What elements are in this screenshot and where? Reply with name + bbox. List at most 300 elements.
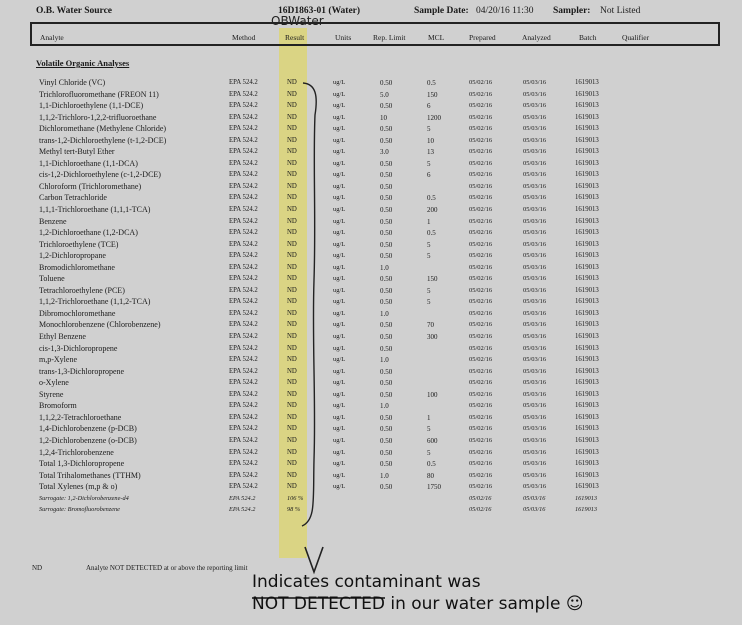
cell-batch: 1619013 — [575, 125, 599, 133]
cell-prep: 05/02/16 — [469, 240, 493, 248]
cell-rep: 0.50 — [380, 436, 393, 445]
cell-method: EPA 524.2 — [229, 113, 258, 121]
cell-method: EPA 524.2 — [229, 79, 258, 86]
cell-units: ug/L — [333, 148, 346, 156]
col-analyzed: Analyzed — [522, 33, 551, 42]
cell-batch: 1619013 — [575, 483, 599, 491]
cell-result: ND — [287, 448, 297, 456]
cell-method: EPA 524.2 — [229, 182, 258, 190]
cell-analyte: Bromodichloromethane — [39, 262, 115, 272]
cell-batch: 1619013 — [575, 309, 599, 317]
table-row — [0, 285, 742, 297]
cell-batch: 1619013 — [575, 402, 599, 410]
cell-units: ug/L — [333, 379, 346, 387]
table-row — [0, 216, 742, 228]
cell-method: EPA 524.2 — [229, 206, 258, 214]
cell-prep: 05/02/16 — [469, 367, 493, 375]
cell-analyte: Bromoform — [39, 401, 77, 411]
cell-batch: 1619013 — [575, 275, 599, 283]
cell-rep: 0.50 — [380, 275, 393, 284]
col-result: Result — [285, 33, 305, 42]
table-row — [0, 158, 742, 170]
sample-date-label: Sample Date: — [414, 6, 469, 16]
table-row — [0, 262, 742, 274]
sampler-label: Sampler: — [553, 6, 591, 16]
cell-mcl: 5 — [427, 159, 431, 168]
cell-batch: 1619013 — [575, 356, 599, 364]
cell-prep: 05/02/16 — [469, 506, 492, 514]
sample-date: 04/20/16 11:30 — [476, 6, 534, 16]
cell-method: EPA 524.2 — [229, 333, 258, 341]
cell-units: ug/L — [333, 460, 346, 468]
cell-prep: 05/02/16 — [469, 321, 493, 329]
cell-mcl: 0.5 — [427, 229, 436, 238]
cell-anal: 05/03/16 — [523, 286, 547, 294]
cell-method: EPA 524.2 — [229, 217, 258, 225]
cell-units: ug/L — [333, 344, 346, 352]
cell-analyte: Total Xylenes (m,p & o) — [39, 482, 118, 492]
cell-units: ug/L — [333, 102, 346, 110]
table-row — [0, 112, 742, 124]
cell-anal: 05/03/16 — [523, 309, 547, 317]
cell-anal: 05/03/16 — [523, 344, 547, 352]
cell-prep: 05/02/16 — [469, 229, 493, 237]
cell-method: EPA 524.2 — [229, 229, 258, 237]
cell-analyte: trans-1,2-Dichloroethylene (t-1,2-DCE) — [39, 135, 167, 145]
cell-units: ug/L — [333, 79, 346, 86]
col-method: Method — [232, 33, 256, 42]
cell-method: EPA 524.2 — [229, 148, 258, 156]
cell-result: ND — [287, 309, 297, 317]
cell-batch: 1619013 — [575, 252, 599, 260]
cell-mcl: 13 — [427, 148, 434, 157]
cell-rep: 0.50 — [380, 194, 393, 203]
cell-units: ug/L — [333, 436, 346, 444]
cell-analyte: 1,2-Dichlorobenzene (o-DCB) — [39, 435, 137, 445]
cell-method: EPA 524.2 — [229, 367, 258, 375]
cell-batch: 1619013 — [575, 413, 599, 421]
cell-anal: 05/03/16 — [523, 436, 547, 444]
cell-result: ND — [287, 321, 297, 329]
cell-result: ND — [287, 390, 297, 398]
cell-anal: 05/03/16 — [523, 471, 547, 479]
table-row — [0, 296, 742, 308]
cell-result: 98 % — [287, 506, 301, 514]
cell-anal: 05/03/16 — [523, 102, 547, 110]
cell-analyte: 1,2-Dichloroethane (1,2-DCA) — [39, 228, 138, 238]
cell-result: ND — [287, 79, 297, 86]
cell-rep: 0.50 — [380, 171, 393, 180]
cell-anal: 05/03/16 — [523, 252, 547, 260]
cell-units: ug/L — [333, 182, 346, 190]
cell-result: 106 % — [287, 494, 304, 502]
cell-batch: 1619013 — [575, 425, 599, 433]
cell-batch: 1619013 — [575, 333, 599, 341]
cell-units: ug/L — [333, 263, 346, 271]
cell-batch: 1619013 — [575, 321, 599, 329]
cell-batch: 1619013 — [575, 460, 599, 468]
cell-units: ug/L — [333, 217, 346, 225]
cell-prep: 05/02/16 — [469, 402, 493, 410]
cell-batch: 1619013 — [575, 194, 599, 202]
cell-mcl: 0.5 — [427, 194, 436, 203]
cell-prep: 05/02/16 — [469, 90, 493, 98]
cell-units: ug/L — [333, 171, 346, 179]
cell-prep: 05/02/16 — [469, 217, 493, 225]
cell-rep: 1.0 — [380, 471, 389, 480]
cell-mcl: 300 — [427, 333, 438, 342]
cell-analyte: Chloroform (Trichloromethane) — [39, 181, 142, 191]
cell-result: ND — [287, 483, 297, 491]
cell-batch: 1619013 — [575, 159, 599, 167]
cell-prep: 05/02/16 — [469, 148, 493, 156]
cell-units: ug/L — [333, 113, 346, 121]
cell-batch: 1619013 — [575, 379, 599, 387]
cell-analyte: 1,1,2,2-Tetrachloroethane — [39, 412, 122, 422]
cell-method: EPA 524.2 — [229, 286, 258, 294]
cell-prep: 05/02/16 — [469, 379, 493, 387]
note-rest: in our water sample — [390, 594, 561, 614]
cell-rep: 0.50 — [380, 367, 393, 376]
cell-mcl: 5 — [427, 448, 431, 457]
cell-batch: 1619013 — [575, 90, 599, 98]
cell-analyte: cis-1,3-Dichloropropene — [39, 343, 118, 353]
cell-prep: 05/02/16 — [469, 275, 493, 283]
col-mcl: MCL — [428, 33, 445, 42]
table-row — [0, 239, 742, 251]
cell-method: EPA 524.2 — [229, 413, 258, 421]
cell-prep: 05/02/16 — [469, 263, 493, 271]
cell-batch: 1619013 — [575, 494, 598, 502]
cell-analyte: Dichloromethane (Methylene Chloride) — [39, 124, 167, 134]
cell-units: ug/L — [333, 367, 346, 375]
cell-method: EPA 524.2 — [229, 136, 258, 144]
table-row — [0, 181, 742, 193]
cell-analyte: Total 1,3-Dichloropropene — [39, 459, 125, 469]
cell-rep: 0.50 — [380, 413, 393, 422]
cell-anal: 05/03/16 — [523, 425, 547, 433]
cell-anal: 05/03/16 — [523, 125, 547, 133]
table-row — [0, 435, 742, 447]
cell-mcl: 6 — [427, 102, 431, 111]
cell-result: ND — [287, 240, 297, 248]
cell-mcl: 80 — [427, 471, 434, 480]
cell-prep: 05/02/16 — [469, 136, 493, 144]
cell-rep: 0.50 — [380, 448, 393, 457]
cell-batch: 1619013 — [575, 240, 599, 248]
cell-mcl: 0.5 — [427, 460, 436, 469]
table-row — [0, 423, 742, 435]
cell-batch: 1619013 — [575, 286, 599, 294]
cell-result: ND — [287, 113, 297, 121]
cell-analyte: Surrogate: Bromofluorobenzene — [39, 506, 120, 514]
table-row — [0, 227, 742, 239]
cell-analyte: Tetrachloroethylene (PCE) — [39, 285, 125, 295]
cell-rep: 0.50 — [380, 483, 393, 492]
cell-analyte: 1,1,2-Trichloro-1,2,2-trifluoroethane — [39, 112, 157, 122]
cell-anal: 05/03/16 — [523, 275, 547, 283]
cell-mcl: 10 — [427, 136, 434, 145]
cell-batch: 1619013 — [575, 182, 599, 190]
cell-method: EPA 524.2 — [229, 483, 258, 491]
table-row — [0, 481, 742, 493]
cell-rep: 0.50 — [380, 286, 393, 295]
cell-prep: 05/02/16 — [469, 471, 493, 479]
cell-method: EPA 524.2 — [229, 159, 258, 167]
cell-batch: 1619013 — [575, 102, 599, 110]
cell-analyte: Trichlorofluoromethane (FREON 11) — [39, 89, 159, 99]
cell-batch: 1619013 — [575, 506, 598, 514]
cell-result: ND — [287, 367, 297, 375]
cell-units: ug/L — [333, 413, 346, 421]
table-row — [0, 389, 742, 401]
cell-analyte: Total Trihalomethanes (TTHM) — [39, 470, 141, 480]
cell-mcl: 1 — [427, 413, 431, 422]
cell-method: EPA 524.2 — [229, 356, 258, 364]
cell-result: ND — [287, 379, 297, 387]
cell-batch: 1619013 — [575, 79, 599, 86]
cell-result: ND — [287, 413, 297, 421]
cell-result: ND — [287, 356, 297, 364]
cell-method: EPA 524.2 — [229, 263, 258, 271]
surrogate-row — [0, 493, 742, 505]
cell-method: EPA 524.2 — [229, 102, 258, 110]
cell-units: ug/L — [333, 356, 346, 364]
cell-prep: 05/02/16 — [469, 113, 493, 121]
cell-method: EPA 524.2 — [229, 425, 258, 433]
cell-prep: 05/02/16 — [469, 171, 493, 179]
cell-result: ND — [287, 182, 297, 190]
cell-anal: 05/03/16 — [523, 90, 547, 98]
table-row — [0, 135, 742, 147]
footnote-code: ND — [32, 564, 43, 572]
cell-mcl: 1 — [427, 217, 431, 226]
cell-method: EPA 524.2 — [229, 344, 258, 352]
cell-units: ug/L — [333, 483, 346, 491]
cell-prep: 05/02/16 — [469, 159, 493, 167]
cell-anal: 05/03/16 — [523, 148, 547, 156]
cell-anal: 05/03/16 — [523, 79, 547, 86]
cell-rep: 0.50 — [380, 206, 393, 215]
cell-batch: 1619013 — [575, 206, 599, 214]
cell-result: ND — [287, 171, 297, 179]
cell-analyte: Toluene — [39, 274, 65, 284]
smiley-icon: ☺ — [565, 594, 584, 614]
results-table — [0, 77, 742, 516]
cell-mcl: 150 — [427, 275, 438, 284]
cell-method: EPA 524.2 — [229, 436, 258, 444]
cell-mcl: 70 — [427, 321, 434, 330]
handwritten-note-line2 — [252, 594, 584, 614]
table-row — [0, 354, 742, 366]
cell-rep: 0.50 — [380, 333, 393, 342]
cell-method: EPA 524.2 — [229, 448, 258, 456]
cell-analyte: Monochlorobenzene (Chlorobenzene) — [39, 320, 161, 330]
cell-prep: 05/02/16 — [469, 494, 492, 502]
cell-method: EPA 524.2 — [229, 194, 258, 202]
cell-analyte: o-Xylene — [39, 378, 69, 388]
cell-analyte: 1,1,2-Trichloroethane (1,1,2-TCA) — [39, 297, 151, 307]
cell-rep: 1.0 — [380, 356, 389, 365]
table-row — [0, 273, 742, 285]
table-row — [0, 447, 742, 459]
cell-rep: 0.50 — [380, 229, 393, 238]
cell-anal: 05/03/16 — [523, 402, 547, 410]
cell-mcl: 200 — [427, 206, 438, 215]
cell-mcl: 5 — [427, 298, 431, 307]
table-row — [0, 169, 742, 181]
cell-rep: 1.0 — [380, 309, 389, 318]
cell-batch: 1619013 — [575, 263, 599, 271]
cell-batch: 1619013 — [575, 217, 599, 225]
cell-units: ug/L — [333, 321, 346, 329]
col-prepared: Prepared — [469, 33, 496, 42]
cell-mcl: 600 — [427, 436, 438, 445]
cell-units: ug/L — [333, 448, 346, 456]
cell-anal: 05/03/16 — [523, 333, 547, 341]
cell-method: EPA 524.2 — [229, 275, 258, 283]
cell-analyte: 1,2,4-Trichlorobenzene — [39, 447, 114, 457]
footnote-text: Analyte NOT DETECTED at or above the reporting limit — [86, 564, 248, 572]
cell-result: ND — [287, 275, 297, 283]
cell-batch: 1619013 — [575, 171, 599, 179]
cell-batch: 1619013 — [575, 448, 599, 456]
cell-prep: 05/02/16 — [469, 182, 493, 190]
cell-mcl: 1200 — [427, 113, 441, 122]
cell-prep: 05/02/16 — [469, 460, 493, 468]
cell-units: ug/L — [333, 425, 346, 433]
table-row — [0, 204, 742, 216]
table-row — [0, 308, 742, 320]
cell-method: EPA 524.2 — [229, 321, 258, 329]
down-arrow-icon — [305, 547, 323, 572]
cell-rep: 0.50 — [380, 252, 393, 261]
cell-method: EPA 524.2 — [229, 240, 258, 248]
cell-analyte: m,p-Xylene — [39, 355, 77, 365]
cell-anal: 05/03/16 — [523, 494, 546, 502]
cell-method: EPA 524.2 — [229, 379, 258, 387]
cell-anal: 05/03/16 — [523, 263, 547, 271]
cell-batch: 1619013 — [575, 367, 599, 375]
cell-prep: 05/02/16 — [469, 483, 493, 491]
col-analyte: Analyte — [40, 33, 64, 42]
cell-analyte: 1,1-Dichloroethylene (1,1-DCE) — [39, 101, 144, 111]
cell-anal: 05/03/16 — [523, 460, 547, 468]
cell-anal: 05/03/16 — [523, 483, 547, 491]
cell-result: ND — [287, 217, 297, 225]
cell-mcl: 0.5 — [427, 79, 436, 87]
cell-result: ND — [287, 436, 297, 444]
cell-prep: 05/02/16 — [469, 356, 493, 364]
cell-result: ND — [287, 402, 297, 410]
cell-anal: 05/03/16 — [523, 194, 547, 202]
cell-result: ND — [287, 471, 297, 479]
cell-prep: 05/02/16 — [469, 436, 493, 444]
cell-anal: 05/03/16 — [523, 321, 547, 329]
handwritten-note-line1: Indicates contaminant was — [252, 572, 481, 592]
cell-method: EPA 524.2 — [229, 390, 258, 398]
cell-anal: 05/03/16 — [523, 206, 547, 214]
table-row — [0, 123, 742, 135]
col-qualifier: Qualifier — [622, 33, 650, 42]
cell-method: EPA 524.2 — [229, 471, 258, 479]
cell-anal: 05/03/16 — [523, 113, 547, 121]
cell-analyte: 1,4-Dichlorobenzene (p-DCB) — [39, 424, 137, 434]
cell-result: ND — [287, 159, 297, 167]
cell-units: ug/L — [333, 252, 346, 260]
cell-units: ug/L — [333, 390, 346, 398]
cell-mcl: 5 — [427, 252, 431, 261]
cell-anal: 05/03/16 — [523, 390, 547, 398]
cell-rep: 0.50 — [380, 240, 393, 249]
cell-method: EPA 524.2 — [229, 506, 256, 514]
table-row — [0, 343, 742, 355]
table-row — [0, 377, 742, 389]
cell-analyte: Vinyl Chloride (VC) — [39, 78, 106, 87]
cell-anal: 05/03/16 — [523, 136, 547, 144]
cell-result: ND — [287, 194, 297, 202]
table-row — [0, 100, 742, 112]
cell-result: ND — [287, 102, 297, 110]
table-row — [0, 400, 742, 412]
cell-prep: 05/02/16 — [469, 298, 493, 306]
cell-analyte: Benzene — [39, 216, 67, 226]
cell-analyte: 1,1,1-Trichloroethane (1,1,1-TCA) — [39, 205, 151, 215]
cell-units: ug/L — [333, 333, 346, 341]
cell-result: ND — [287, 148, 297, 156]
cell-rep: 0.50 — [380, 390, 393, 399]
cell-batch: 1619013 — [575, 113, 599, 121]
cell-prep: 05/02/16 — [469, 252, 493, 260]
cell-prep: 05/02/16 — [469, 448, 493, 456]
cell-units: ug/L — [333, 194, 346, 202]
cell-rep: 0.50 — [380, 159, 393, 168]
table-row — [0, 412, 742, 424]
table-row — [0, 470, 742, 482]
cell-rep: 5.0 — [380, 90, 389, 99]
cell-rep: 0.50 — [380, 460, 393, 469]
cell-mcl: 150 — [427, 90, 438, 99]
cell-result: ND — [287, 298, 297, 306]
table-row — [0, 250, 742, 262]
cell-units: ug/L — [333, 402, 346, 410]
column-header-bar — [30, 22, 720, 46]
table-row — [0, 319, 742, 331]
cell-method: EPA 524.2 — [229, 460, 258, 468]
cell-rep: 0.50 — [380, 321, 393, 330]
cell-prep: 05/02/16 — [469, 206, 493, 214]
cell-batch: 1619013 — [575, 298, 599, 306]
cell-analyte: cis-1,2-Dichloroethylene (c-1,2-DCE) — [39, 170, 161, 180]
section-title: Volatile Organic Analyses — [36, 58, 130, 68]
cell-batch: 1619013 — [575, 471, 599, 479]
cell-units: ug/L — [333, 286, 346, 294]
cell-prep: 05/02/16 — [469, 390, 493, 398]
cell-rep: 0.50 — [380, 182, 393, 191]
cell-batch: 1619013 — [575, 136, 599, 144]
cell-result: ND — [287, 229, 297, 237]
cell-mcl: 6 — [427, 171, 431, 180]
cell-anal: 05/03/16 — [523, 298, 547, 306]
cell-anal: 05/03/16 — [523, 159, 547, 167]
cell-rep: 0.50 — [380, 136, 393, 145]
handwritten-label: OBWater — [271, 14, 324, 28]
cell-method: EPA 524.2 — [229, 494, 256, 502]
cell-units: ug/L — [333, 125, 346, 133]
cell-mcl: 5 — [427, 425, 431, 434]
cell-method: EPA 524.2 — [229, 298, 258, 306]
cell-anal: 05/03/16 — [523, 229, 547, 237]
